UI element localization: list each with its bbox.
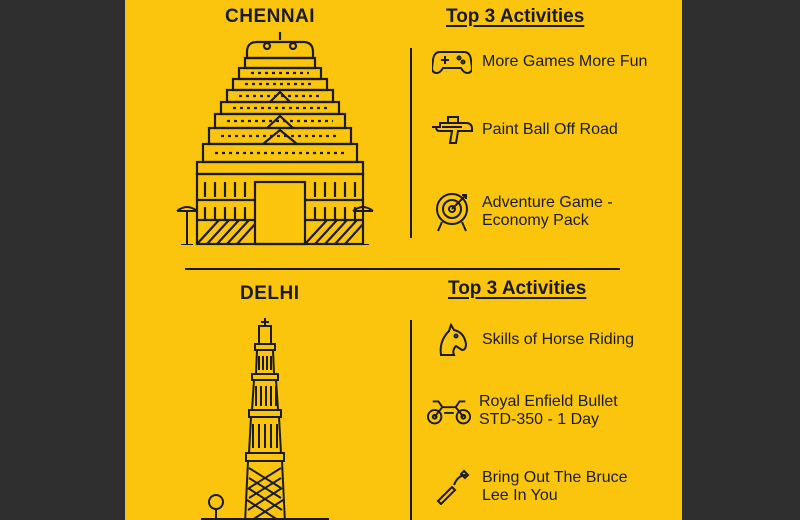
city-title-delhi: DELHI	[240, 283, 300, 304]
activity-label: Bring Out The Bruce Lee In You	[482, 469, 628, 504]
divider-vertical	[410, 320, 412, 520]
horse-head-icon	[430, 320, 474, 360]
city-title-chennai: CHENNAI	[225, 6, 316, 27]
activity-item	[430, 110, 618, 150]
infographic-card	[125, 0, 682, 520]
divider-horizontal	[185, 268, 620, 270]
paintball-gun-icon	[430, 110, 474, 150]
target-icon	[430, 192, 474, 232]
motorcycle-icon	[427, 391, 471, 431]
activity-item	[430, 192, 613, 232]
gamepad-icon	[430, 42, 474, 82]
tree-icon	[205, 493, 227, 520]
activity-label: Royal Enfield Bullet STD-350 - 1 Day	[479, 393, 618, 428]
divider-vertical	[410, 48, 412, 238]
activity-label: Skills of Horse Riding	[482, 331, 635, 348]
left-frame	[0, 0, 125, 520]
activity-label: Adventure Game - Economy Pack	[482, 194, 613, 229]
activity-item	[430, 320, 634, 360]
section-heading-chennai: Top 3 Activities	[446, 6, 585, 27]
lamp-post-icon	[175, 205, 199, 245]
activity-label: Paint Ball Off Road	[482, 121, 618, 138]
activity-label: More Games More Fun	[482, 53, 648, 70]
lamp-post-icon	[351, 205, 375, 245]
nunchaku-icon	[430, 467, 474, 507]
activity-item	[427, 391, 618, 431]
activity-item	[430, 467, 628, 507]
qutub-minar-icon	[235, 318, 295, 520]
activity-item	[430, 42, 647, 82]
section-heading-delhi: Top 3 Activities	[448, 278, 587, 299]
right-frame	[682, 0, 800, 520]
